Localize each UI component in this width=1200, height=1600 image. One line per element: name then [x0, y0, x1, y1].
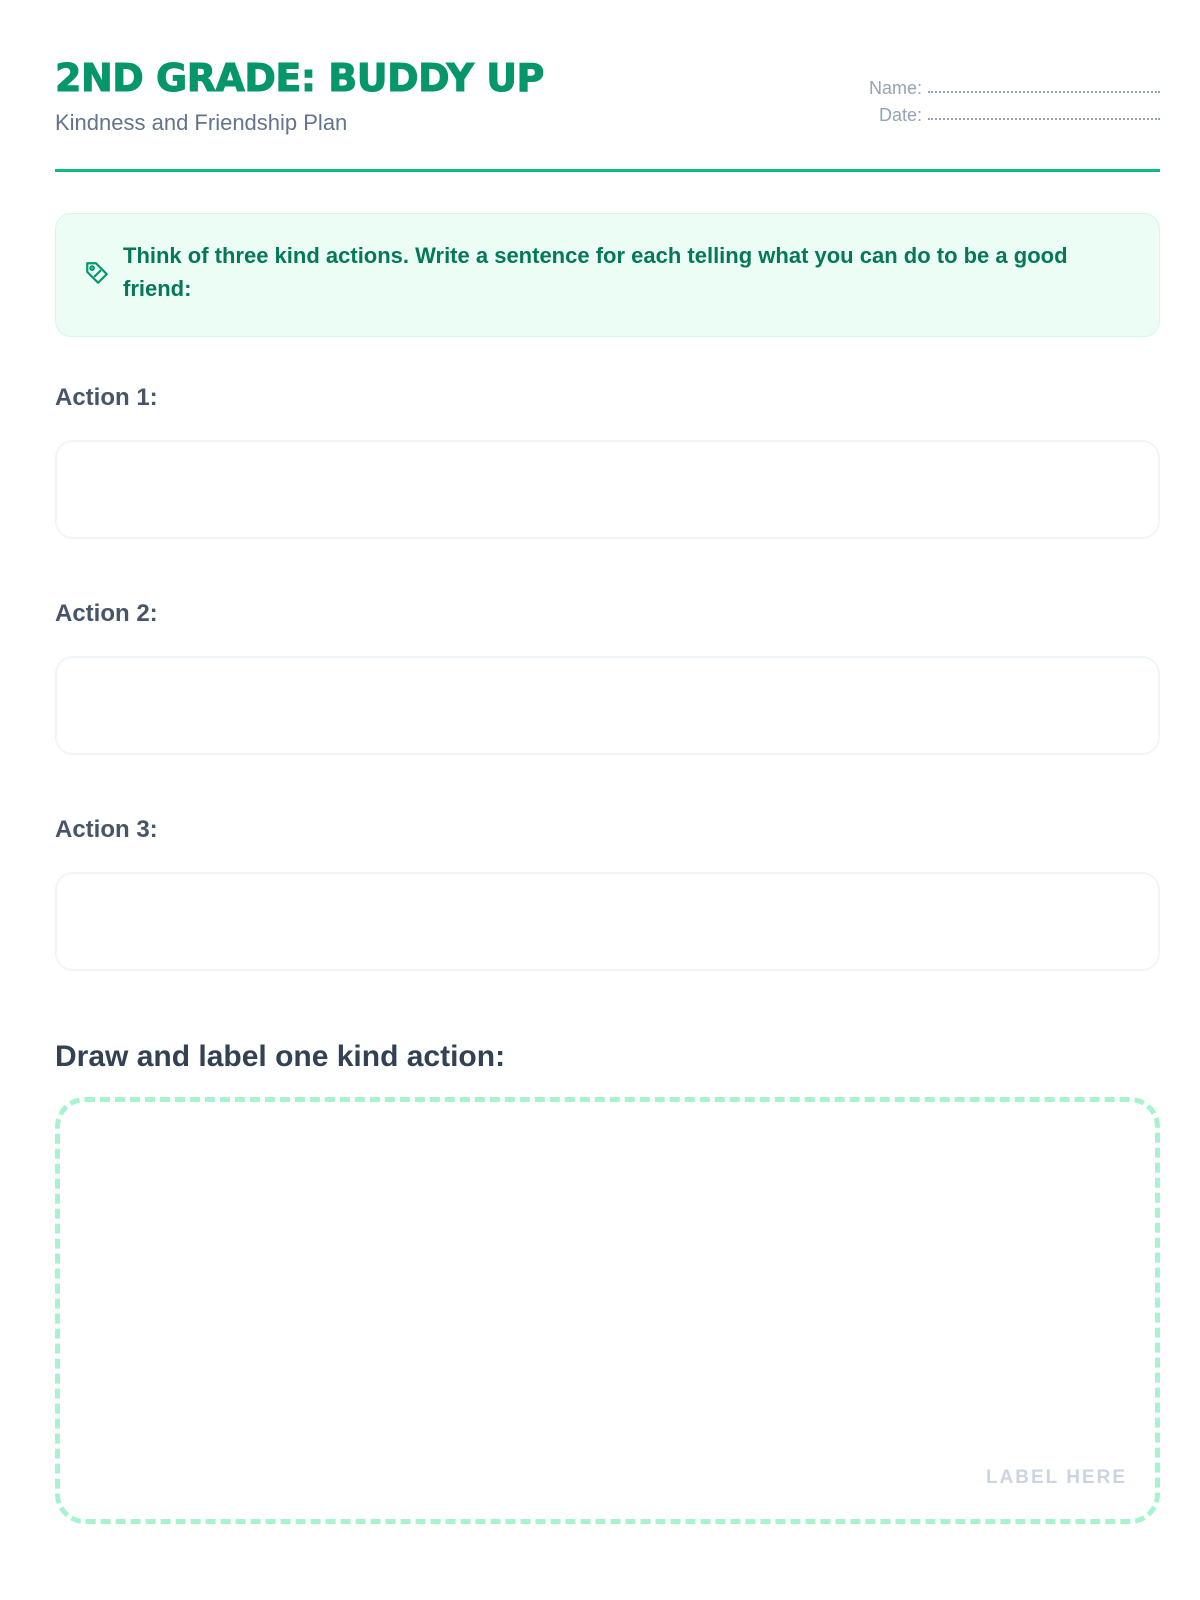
action-3-answer-box[interactable] [55, 872, 1160, 971]
drawing-area[interactable] [55, 1097, 1160, 1524]
drawing-heading: Draw and label one kind action: [55, 1040, 506, 1073]
student-info [860, 72, 1160, 126]
date-field[interactable] [928, 118, 1160, 120]
name-row [860, 72, 1160, 99]
action-2-answer-box[interactable] [55, 656, 1160, 755]
instructions-box [55, 213, 1160, 337]
action-1-answer-box[interactable] [55, 440, 1160, 539]
pencil-tag-icon [84, 260, 110, 286]
name-field[interactable] [928, 91, 1160, 93]
instructions-text: Think of three kind actions. Write a sentence for each telling what you can do to be a good friend: [123, 243, 1068, 301]
page-subtitle: Kindness and Friendship Plan [55, 110, 348, 135]
label-placeholder: LABEL HERE [985, 1467, 1127, 1488]
worksheet-header [55, 0, 1160, 172]
action-2-label: Action 2: [55, 600, 158, 627]
action-3-label: Action 3: [55, 816, 158, 843]
action-1-label: Action 1: [55, 384, 158, 411]
name-label: Name: [868, 78, 922, 98]
date-row [860, 99, 1160, 126]
worksheet-page [55, 0, 1160, 1600]
date-label: Date: [878, 105, 922, 125]
page-title: 2ND GRADE: BUDDY UP [55, 56, 544, 100]
